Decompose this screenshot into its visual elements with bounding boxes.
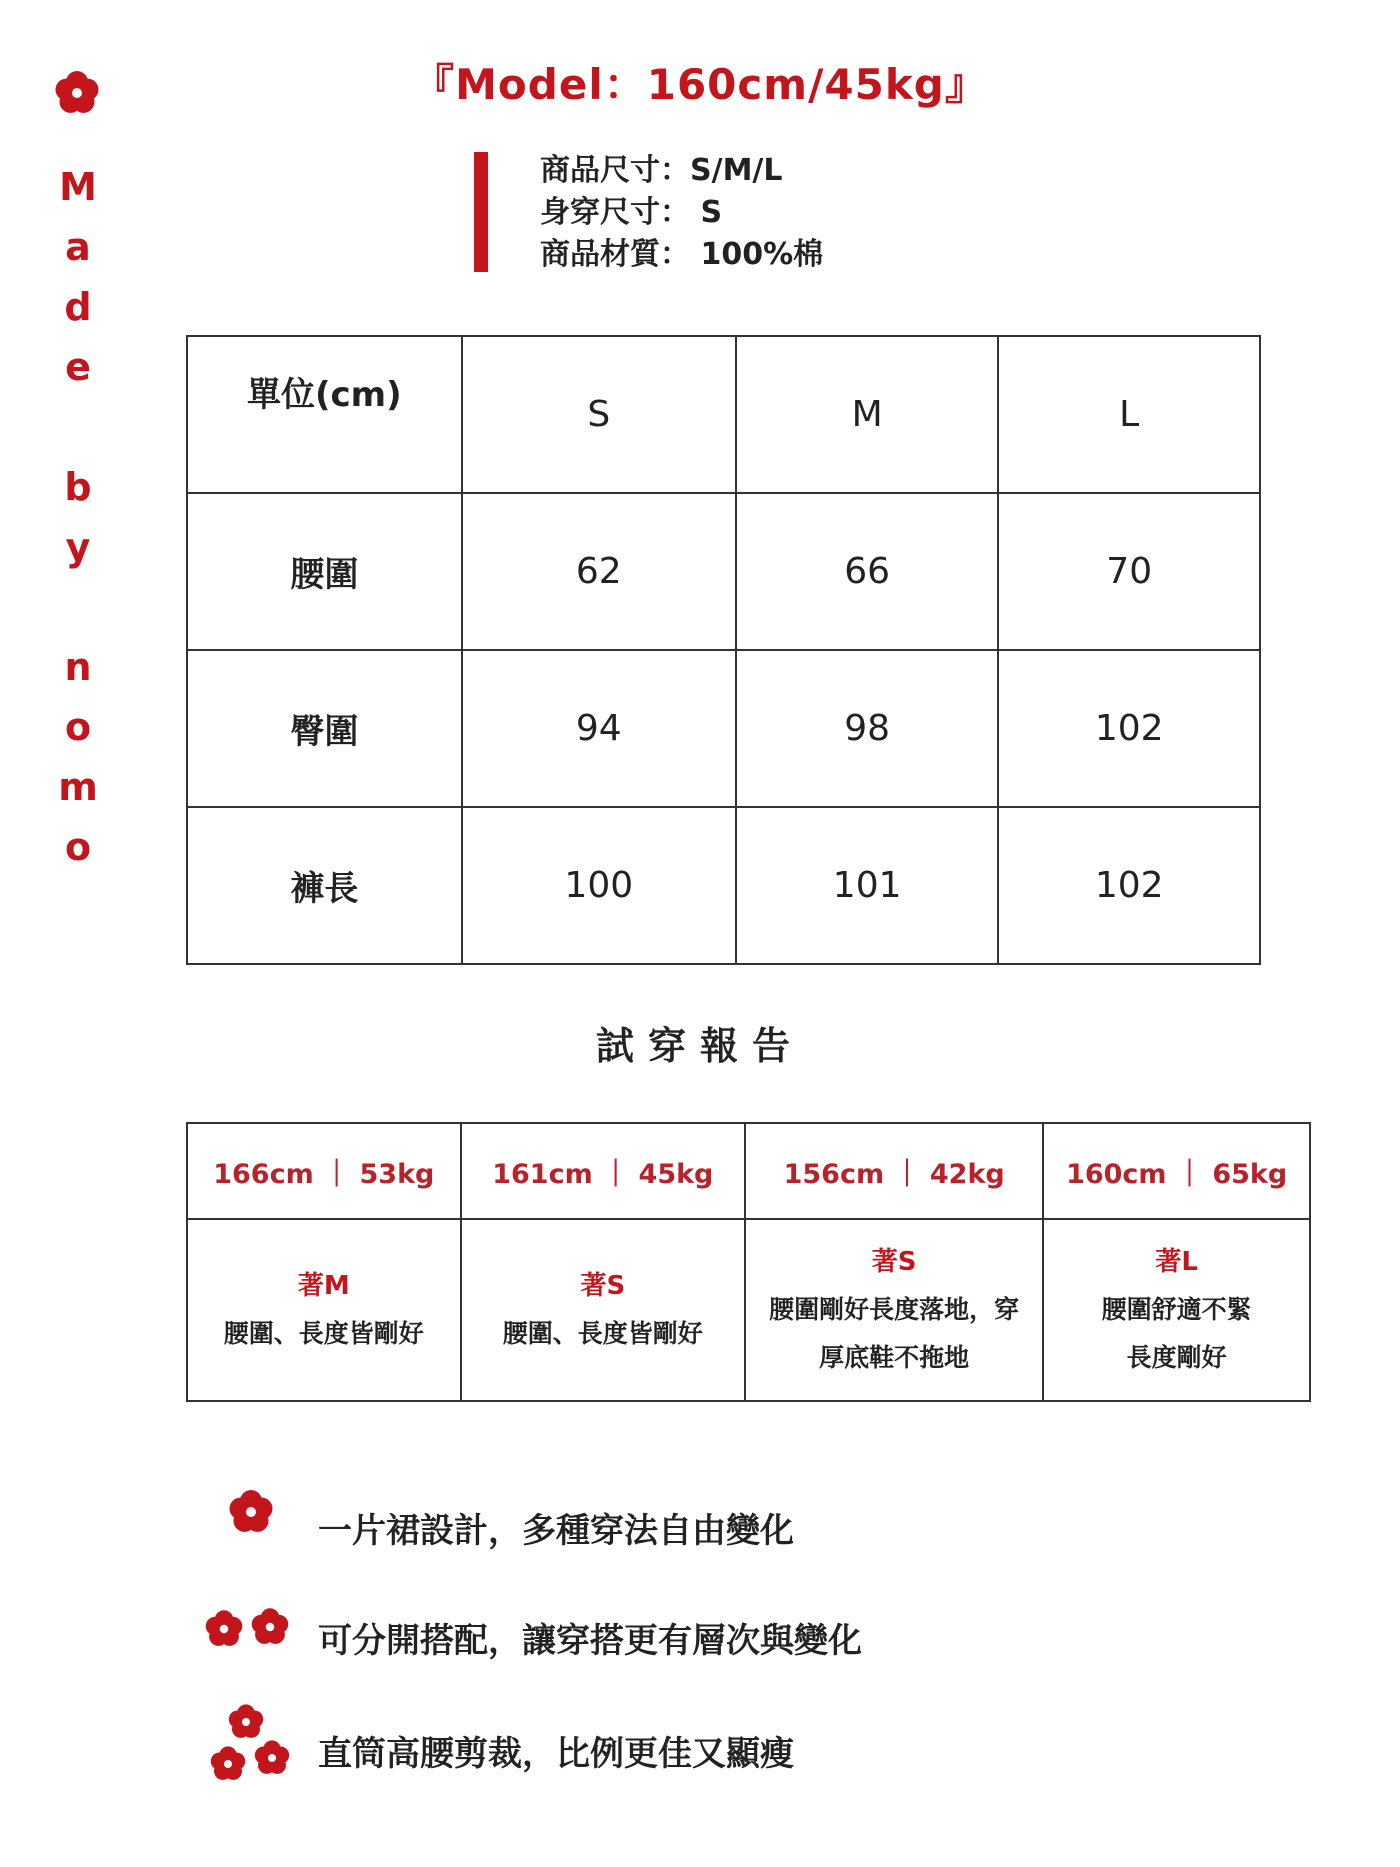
report-body-row bbox=[187, 1219, 1310, 1401]
fit-comment: 腰圍、長度皆剛好 bbox=[223, 1319, 424, 1348]
report-header-row bbox=[187, 1123, 1310, 1219]
table-header-row bbox=[187, 336, 1260, 493]
unit-label: 單位(cm) bbox=[187, 336, 462, 493]
report-cell bbox=[1043, 1219, 1310, 1401]
row-label: 腰圍 bbox=[187, 493, 462, 650]
table-cell: 100 bbox=[462, 807, 736, 964]
brand-letter: o bbox=[64, 705, 92, 749]
feature-separate-styling: 可分開搭配，讓穿搭更有層次與變化 bbox=[318, 1621, 862, 1661]
table-cell: 102 bbox=[998, 650, 1260, 807]
size-header: L bbox=[998, 336, 1260, 493]
report-cell bbox=[745, 1219, 1043, 1401]
spec-worn-size: 身穿尺寸： S bbox=[540, 195, 723, 230]
report-title: 試穿報告 bbox=[595, 1024, 804, 1068]
table-row bbox=[187, 650, 1260, 807]
worn-size: 著L bbox=[1155, 1247, 1198, 1277]
feature-high-waist-cut: 直筒高腰剪裁，比例更佳又顯瘦 bbox=[318, 1734, 794, 1774]
table-cell: 66 bbox=[736, 493, 999, 650]
report-cell bbox=[187, 1219, 461, 1401]
brand-letter: M bbox=[59, 165, 97, 209]
flower-icon bbox=[226, 1487, 276, 1537]
table-row bbox=[187, 493, 1260, 650]
spec-list bbox=[540, 150, 823, 276]
report-cell bbox=[461, 1219, 745, 1401]
size-header: S bbox=[462, 336, 736, 493]
worn-size: 著S bbox=[580, 1271, 626, 1301]
fit-comment: 腰圍剛好長度落地，穿 bbox=[769, 1295, 1020, 1324]
brand-letter: d bbox=[64, 285, 92, 329]
table-cell: 98 bbox=[736, 650, 999, 807]
table-cell: 94 bbox=[462, 650, 736, 807]
fit-comment: 腰圍舒適不緊 bbox=[1101, 1295, 1252, 1324]
brand-letter: o bbox=[64, 825, 92, 869]
three-flowers-icon bbox=[206, 1700, 296, 1790]
tester-measurements: 156cm ｜ 42kg bbox=[745, 1123, 1043, 1219]
brand-letter: a bbox=[65, 225, 91, 269]
brand-letter: b bbox=[64, 465, 92, 509]
table-cell: 101 bbox=[736, 807, 999, 964]
tester-measurements: 160cm ｜ 65kg bbox=[1043, 1123, 1310, 1219]
tester-measurements: 161cm ｜ 45kg bbox=[461, 1123, 745, 1219]
worn-size: 著M bbox=[297, 1271, 350, 1301]
tester-measurements: 166cm ｜ 53kg bbox=[187, 1123, 461, 1219]
spec-accent-bar bbox=[474, 152, 488, 272]
spec-material: 商品材質： 100%棉 bbox=[540, 237, 824, 272]
worn-size: 著S bbox=[871, 1247, 917, 1277]
two-flowers-icon bbox=[200, 1605, 296, 1653]
fit-comment: 腰圍、長度皆剛好 bbox=[502, 1319, 703, 1348]
table-cell: 70 bbox=[998, 493, 1260, 650]
model-title: 『Model：160cm/45kg』 bbox=[412, 60, 988, 109]
table-row bbox=[187, 807, 1260, 964]
feature-one-piece: 一片裙設計，多種穿法自由變化 bbox=[318, 1511, 794, 1551]
brand-letter: m bbox=[58, 765, 98, 809]
row-label: 臀圍 bbox=[187, 650, 462, 807]
fit-comment: 厚底鞋不拖地 bbox=[819, 1343, 970, 1372]
size-table bbox=[186, 335, 1261, 965]
table-cell: 62 bbox=[462, 493, 736, 650]
spec-product-sizes: 商品尺寸：S/M/L bbox=[540, 153, 783, 188]
brand-letter: n bbox=[64, 645, 92, 689]
table-cell: 102 bbox=[998, 807, 1260, 964]
fit-comment: 長度剛好 bbox=[1126, 1343, 1227, 1372]
size-header: M bbox=[736, 336, 999, 493]
brand-letter: e bbox=[65, 345, 91, 389]
row-label: 褲長 bbox=[187, 807, 462, 964]
report-table bbox=[186, 1122, 1311, 1402]
brand-letter: y bbox=[65, 525, 91, 569]
